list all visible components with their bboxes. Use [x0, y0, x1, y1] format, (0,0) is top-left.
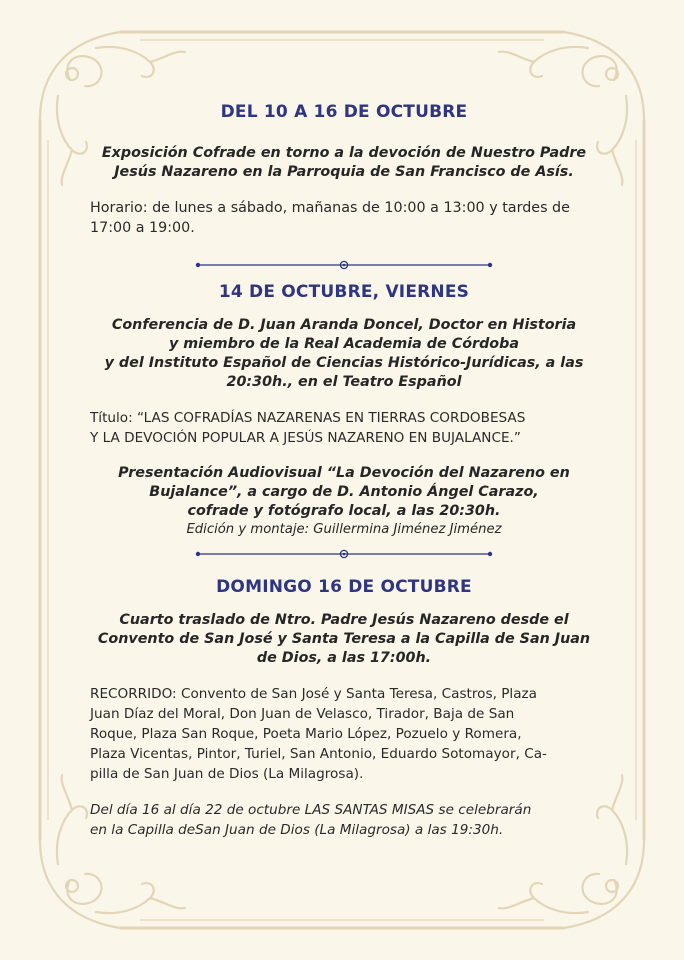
conference-line: 20:30h., en el Teatro Español: [226, 374, 462, 390]
event-line: Jesús Nazareno en la Parroquia de San Francisco de Asís.: [114, 164, 574, 180]
section-exposition: [90, 102, 592, 238]
route-line: Plaza Vicentas, Pintor, Turiel, San Antonio, Eduardo Sotomayor, Ca-: [90, 746, 547, 762]
schedule-line: Horario: de lunes a sábado, mañanas de 10:00 a 13:00 y tardes de: [90, 200, 570, 216]
section-procession: [90, 559, 592, 840]
credit-line: Edición y montaje: Guillermina Jiménez Jiménez: [186, 522, 502, 537]
schedule-line: 17:00 a 19:00.: [90, 220, 195, 236]
conference-line: Conferencia de D. Juan Aranda Doncel, Doctor en Historia: [111, 317, 577, 333]
section-heading: DOMINGO 16 DE OCTUBRE: [216, 577, 472, 597]
conference-line: y del Instituto Español de Ciencias Histórico-Jurídicas, a las: [104, 355, 584, 371]
program-content: [90, 96, 592, 840]
section-conference: [90, 270, 592, 539]
conference-line: y miembro de la Real Academia de Córdoba: [168, 336, 520, 352]
mass-line: Del día 16 al día 22 de octubre LAS SANTAS MISAS se celebrarán: [90, 802, 532, 818]
route-line: RECORRIDO: Convento de San José y Santa Teresa, Castros, Plaza: [90, 686, 537, 702]
section-divider: [194, 549, 494, 559]
presentation-line: cofrade y fotógrafo local, a las 20:30h.: [187, 503, 501, 519]
route-line: Roque, Plaza San Roque, Poeta Mario López, Pozuelo y Romera,: [90, 726, 522, 742]
event-line: Exposición Cofrade en torno a la devoción de Nuestro Padre: [101, 145, 587, 161]
mass-line: en la Capilla deSan Juan de Dios (La Milagrosa) a las 19:30h.: [90, 822, 504, 838]
route-line: Juan Díaz del Moral, Don Juan de Velasco, Tirador, Baja de San: [90, 706, 515, 722]
route-line: pilla de San Juan de Dios (La Milagrosa).: [90, 766, 364, 782]
presentation-line: Presentación Audiovisual “La Devoción del Nazareno en: [118, 465, 570, 481]
section-divider: [194, 260, 494, 270]
title-line: Y LA DEVOCIÓN POPULAR A JESÚS NAZARENO EN BUJALANCE.”: [90, 430, 521, 446]
transfer-line: de Dios, a las 17:00h.: [256, 650, 432, 666]
presentation-line: Bujalance”, a cargo de D. Antonio Ángel Carazo,: [149, 484, 539, 500]
title-line: Título: “LAS COFRADÍAS NAZARENAS EN TIERRAS CORDOBESAS: [90, 410, 526, 426]
transfer-line: Cuarto traslado de Ntro. Padre Jesús Nazareno desde el: [119, 612, 569, 628]
section-heading: 14 DE OCTUBRE, VIERNES: [218, 282, 470, 302]
section-heading: DEL 10 A 16 DE OCTUBRE: [220, 102, 468, 122]
transfer-line: Convento de San José y Santa Teresa a la Capilla de San Juan: [97, 631, 591, 647]
